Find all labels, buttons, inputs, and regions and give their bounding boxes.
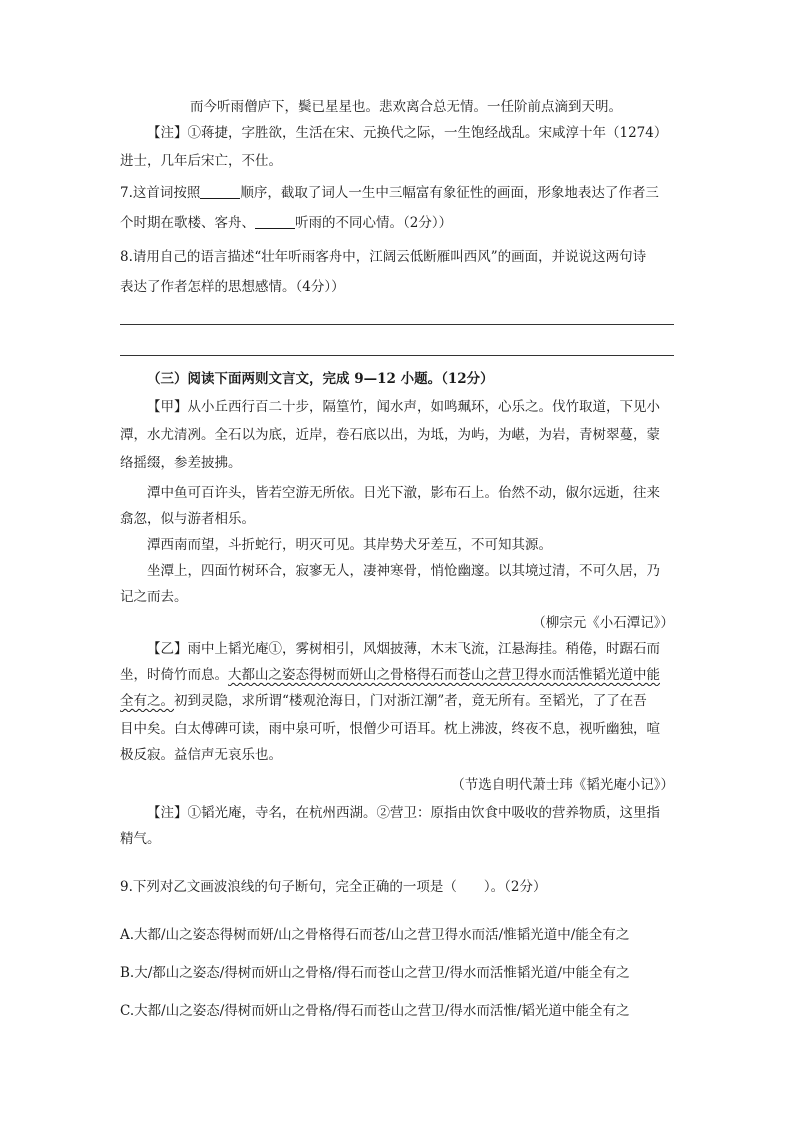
question-9-option-a[interactable]: A.大都/山之姿态得树而妍/山之骨格得石而苍/山之营卫得水而活/惟韬光道中/能全有之	[120, 927, 630, 943]
passage-jia-p2-line-2: 翕忽，似与游者相乐。	[120, 511, 255, 527]
passage-yi-line-3	[120, 690, 674, 712]
q7-text-4: 听雨的不同心情。（2分））	[295, 215, 453, 231]
passage-jia-source: （柳宗元《小石潭记》）	[532, 615, 674, 631]
poem-note-line-2: 进士，几年后宋亡，不仕。	[120, 153, 282, 169]
question-8-line-2: 表达了作者怎样的思想感情。（4分））	[120, 279, 345, 295]
passage-jia-p1-line-1: 【甲】从小丘西行百二十步，隔篁竹，闻水声，如鸣珮环，心乐之。伐竹取道，下见小	[147, 399, 660, 415]
passage-jia-p2-line-1: 潭中鱼可百许头，皆若空游无所依。日光下澈，影布石上。佁然不动，俶尔远逝，往来	[147, 485, 660, 501]
passage-yi-note-line-2: 精气。	[120, 831, 161, 847]
passage-yi-line-1: 【乙】雨中上韬光庵①，雾树相引，风烟披薄，木末飞流，江悬海挂。稍倦，时踞石而	[147, 641, 660, 657]
passage-yi-line-5: 极反寂。益信声无哀乐也。	[120, 747, 282, 763]
q7-blank-1[interactable]	[200, 184, 240, 199]
passage-yi-line-4: 目中矣。白太傅碑可读，雨中泉可听，恨僧少可语耳。枕上沸波，终夜不息，视听幽独，喧	[120, 721, 660, 737]
passage-yi-source: （节选自明代萧士玮《韬光庵小记》）	[451, 777, 674, 793]
answer-line-2[interactable]	[120, 355, 674, 356]
q7-text-2: 顺序，截取了词人一生中三幅富有象征性的画面，形象地表达了作者三	[240, 185, 659, 201]
question-9-option-c[interactable]: C.大都/山之姿态/得树而妍山之骨格/得石而苍山之营卫/得水而活惟/韬光道中能全有之	[120, 1003, 630, 1019]
passage-jia-p1-line-2: 潭，水尤清冽。全石以为底，近岸，卷石底以出，为坻，为屿，为嵁，为岩，青树翠蔓，蒙	[120, 427, 660, 443]
answer-line-1[interactable]	[120, 324, 674, 325]
passage-yi-line-3-rest: 初到灵隐，求所谓“楼观沧海日，门对浙江潮”者，竟无所有。至韬光，了了在吾	[174, 693, 647, 709]
wavy-underlined-sentence-part-1: 大都山之姿态得树而妍山之骨格得石而苍山之营卫得水而活惟韬光道中能	[228, 667, 660, 683]
question-7-line-1	[120, 182, 674, 204]
question-7-line-2	[120, 212, 674, 234]
q7-blank-2[interactable]	[255, 214, 295, 229]
passage-jia-p4-line-2: 记之而去。	[120, 589, 188, 605]
passage-jia-p3-line-1: 潭西南而望，斗折蛇行，明灭可见。其岸势犬牙差互，不可知其源。	[147, 537, 552, 553]
q7-text-1: 7.这首词按照	[120, 185, 201, 201]
passage-yi-note-line-1: 【注】①韬光庵，寺名，在杭州西湖。②营卫：原指由饮食中吸收的营养物质，这里指	[147, 805, 660, 821]
question-9-stem: 9.下列对乙文画波浪线的句子断句，完全正确的一项是（ ）。（2分）	[120, 879, 547, 895]
q7-text-3: 个时期在歌楼、客舟、	[120, 215, 255, 231]
question-8-line-1: 8.请用自己的语言描述“壮年听雨客舟中，江阔云低断雁叫西风”的画面，并说说这两句诗	[120, 249, 647, 265]
passage-jia-p4-line-1: 坐潭上，四面竹树环合，寂寥无人，凄神寒骨，悄怆幽邃。以其境过清，不可久居，乃	[147, 563, 660, 579]
section-3-title: （三）阅读下面两则文言文，完成 9—12 小题。（12分）	[147, 371, 494, 387]
passage-jia-p1-line-3: 络摇缀，参差披拂。	[120, 455, 242, 471]
poem-last-line: 而今听雨僧庐下，鬓已星星也。悲欢离合总无情。一任阶前点滴到天明。	[190, 99, 622, 115]
question-9-option-b[interactable]: B.大/都山之姿态/得树而妍山之骨格/得石而苍山之营卫/得水而活惟韬光道/中能全有之	[120, 965, 630, 981]
passage-yi-line-2-start: 坐，时倚竹而息。	[120, 667, 228, 683]
poem-note-line-1: 【注】①蒋捷，字胜欲，生活在宋、元换代之际，一生饱经战乱。宋咸淳十年（1274）	[147, 125, 668, 141]
passage-yi-line-2	[120, 664, 674, 686]
wavy-underlined-sentence-part-2: 全有之。	[120, 693, 174, 709]
